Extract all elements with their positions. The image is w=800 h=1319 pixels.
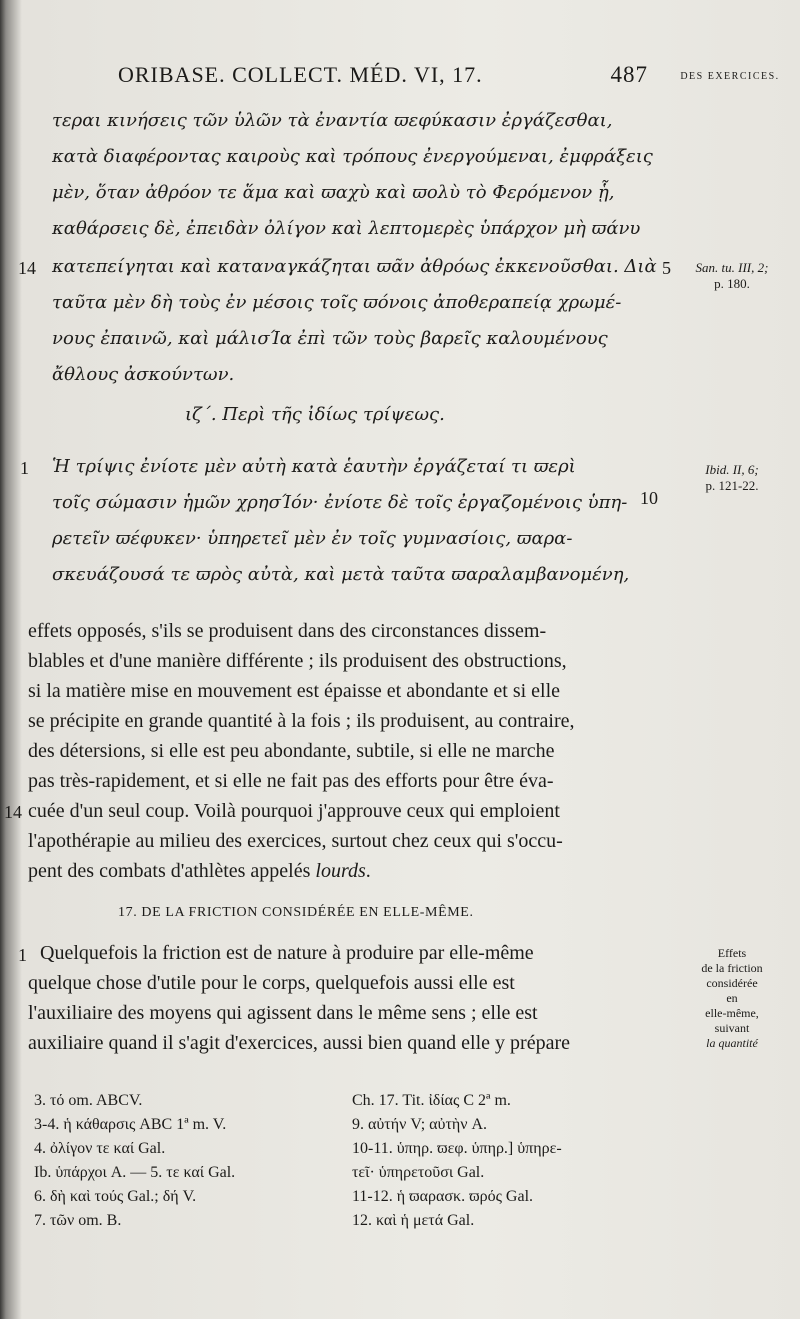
summary-line: suivant (714, 1021, 750, 1035)
reference-line: p. 180. (714, 276, 750, 291)
greek-line: Ἡ τρίψις ἐνίοτε μὲν αὐτὴ κατὰ ἑαυτὴν ἐργάζεταί τι ϖερὶ (52, 456, 576, 477)
reference-line: p. 121-22. (705, 478, 759, 493)
greek-line: μὲν, ὅταν ἀθρόον τε ἅμα καὶ ϖαχὺ καὶ ϖολὺ τὸ Φερόμενον ᾗ, (52, 182, 615, 203)
greek-line: ρετεῖν ϖέφυκεν· ὑπηρετεῖ μὲν ἐν τοῖς γυμνασίοις, ϖαρα- (52, 528, 573, 549)
note-line: 4. ὀλίγον τε καί Gal. (34, 1140, 166, 1157)
french-line: des détersions, si elle est peu abondante, subtile, si elle ne marche (28, 740, 555, 762)
summary-line: considérée (706, 976, 758, 990)
french-line: auxiliaire quand il s'agit d'exercices, aussi bien quand elle y prépare (28, 1032, 571, 1054)
note-line: 12. καὶ ἡ μετά Gal. (352, 1212, 475, 1229)
french-italic-word: lourds (315, 860, 366, 882)
note-line: 7. τῶν om. B. (34, 1212, 122, 1229)
note-line: Ch. 17. Tit. ἰδίας C 2ª m. (352, 1092, 511, 1109)
french-line: si la matière mise en mouvement est épaisse et abondante et si elle (28, 680, 561, 702)
summary-line: elle-même, (705, 1006, 759, 1020)
margin-line-number: 1 (20, 458, 29, 478)
french-line (28, 860, 371, 883)
summary-line: Effets (717, 946, 747, 960)
french-line: pas très-rapidement, et si elle ne fait pas des efforts pour être éva- (28, 770, 554, 792)
greek-line: σκευάζουσά τε ϖρὸς αὐτὰ, καὶ μετὰ ταῦτα ϖαραλαμβανομένη, (52, 564, 630, 585)
french-section-heading: 17. DE LA FRICTION CONSIDÉRÉE EN ELLE-MÊME. (118, 905, 474, 920)
reference-text: Ibid. II, 6; (705, 462, 759, 477)
margin-line-number: 1 (18, 945, 27, 965)
greek-line: νους ἐπαινῶ, καὶ μάλισΊα ἐπὶ τῶν τοὺς βαρεῖς καλουμένους (52, 328, 608, 349)
greek-line: κατεπείγηται καὶ καταναγκάζηται ϖᾶν ἀθρόως ἐκκενοῦσθαι. Διὰ (52, 256, 657, 277)
reference-line: San. tu. III, 2; (695, 260, 769, 275)
side-running-title: DES EXERCICES. (680, 71, 780, 82)
summary-line: en (726, 991, 738, 1005)
french-line: effets opposés, s'ils se produisent dans des circonstances dissem- (28, 620, 547, 642)
note-line: 3-4. ἡ κάθαρσις ABC 1ª m. V. (34, 1116, 227, 1133)
greek-line: ταῦτα μὲν δὴ τοὺς ἐν μέσοις τοῖς ϖόνοις ἀποθεραπείᾳ χρωμέ- (52, 292, 622, 313)
french-line-text: pent des combats d'athlètes appelés (28, 860, 311, 882)
note-line: Ib. ὑπάρχοι A. — 5. τε καί Gal. (34, 1164, 236, 1181)
french-line: blables et d'une manière différente ; ils produisent des obstructions, (28, 650, 567, 672)
running-title: ORIBASE. COLLECT. MÉD. VI, 17. (118, 62, 483, 87)
note-line: 10-11. ὑπηρ. ϖεφ. ὑπηρ.] ὑπηρε- (352, 1140, 562, 1157)
greek-section-heading: ιζ΄. Περὶ τῆς ἰδίως τρίψεως. (185, 404, 445, 425)
margin-line-number: 14 (4, 802, 22, 822)
french-line: cuée d'un seul coup. Voilà pourquoi j'approuve ceux qui emploient (28, 800, 560, 822)
note-line: 9. αὐτήν V; αὐτὴν A. (352, 1116, 488, 1133)
greek-line: ἄθλους ἀσκούντων. (52, 364, 235, 385)
french-punctuation: . (365, 860, 371, 882)
margin-line-number: 10 (640, 488, 658, 508)
note-line: 11-12. ἡ ϖαρασκ. ϖρός Gal. (352, 1188, 534, 1205)
margin-reference-san (672, 260, 792, 292)
summary-line: de la friction (701, 961, 763, 975)
margin-line-number: 5 (662, 258, 671, 278)
page-number: 487 (610, 62, 648, 87)
greek-line: καθάρσεις δὲ, ἐπειδὰν ὀλίγον καὶ λεπτομερὲς ὑπάρχον μὴ ϖάνυ (52, 218, 641, 239)
french-line: l'auxiliaire des moyens qui agissent dans le même sens ; elle est (28, 1002, 538, 1024)
greek-line: τεραι κινήσεις τῶν ὑλῶν τὰ ἐναντία ϖεφύκασιν ἐργάζεσθαι, (52, 110, 613, 131)
french-line: Quelquefois la friction est de nature à produire par elle-même (40, 942, 534, 964)
reference-line (672, 462, 792, 478)
greek-line: κατὰ διαφέροντας καιροὺς καὶ τρόπους ἐνεργούμεναι, ἐμφράξεις (52, 146, 653, 167)
running-header (118, 62, 648, 92)
margin-line-number: 14 (18, 258, 36, 278)
margin-summary-effets (672, 946, 792, 1051)
french-line: l'apothérapie au milieu des exercices, surtout chez ceux qui s'occu- (28, 830, 563, 852)
note-line: 3. τό om. ABCV. (34, 1092, 143, 1109)
french-line: se précipite en grande quantité à la fois ; ils produisent, au contraire, (28, 710, 575, 732)
note-line: τεῖ· ὑπηρετοῦσι Gal. (352, 1164, 485, 1181)
greek-line: τοῖς σώμασιν ἡμῶν χρησΊόν· ἐνίοτε δὲ τοῖς ἐργαζομένοις ὑπη- (52, 492, 628, 513)
french-line: quelque chose d'utile pour le corps, quelquefois aussi elle est (28, 972, 515, 994)
summary-line: la quantité (706, 1036, 758, 1050)
note-line: 6. δὴ καὶ τούς Gal.; δή V. (34, 1188, 197, 1205)
margin-reference-ibid (672, 462, 792, 494)
